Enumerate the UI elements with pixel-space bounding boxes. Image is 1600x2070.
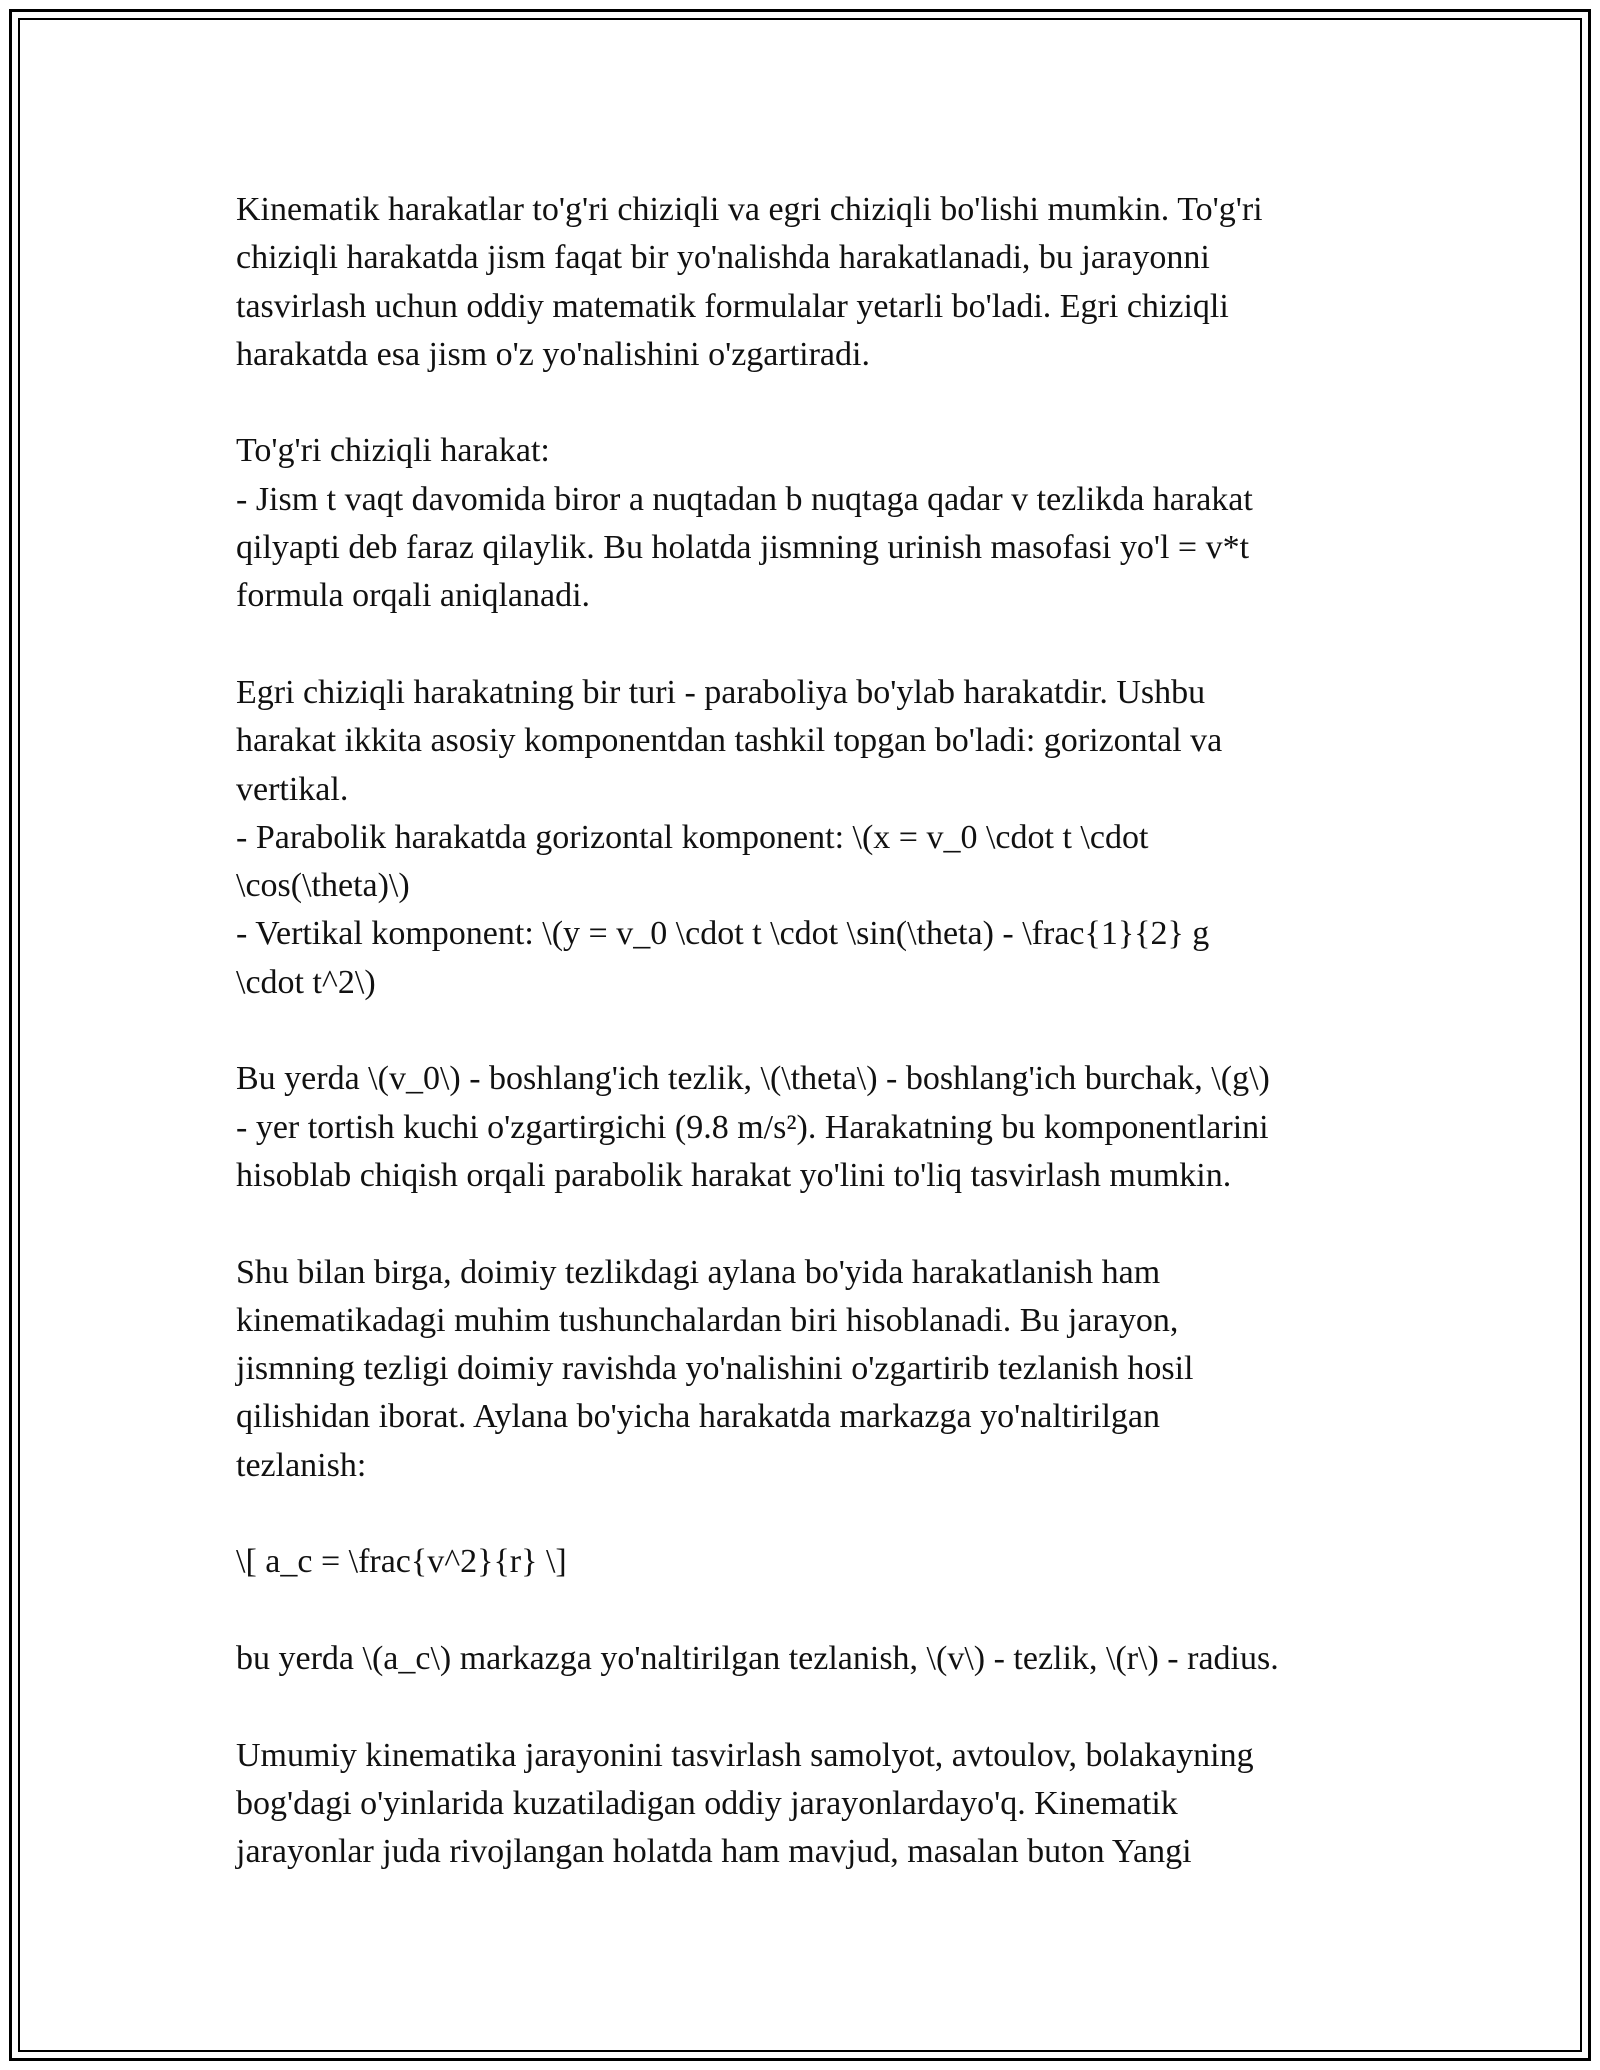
- paragraph: [236, 1055, 1376, 1200]
- paragraph: [236, 669, 1376, 1007]
- text-line: jarayonlar juda rivojlangan holatda ham mavjud, masalan buton Yangi: [236, 1833, 1192, 1871]
- text-line: Egri chiziqli harakatning bir turi - paraboliya bo'ylab harakatdir. Ushbu: [236, 673, 1206, 711]
- text-line: tasvirlash uchun oddiy matematik formulalar yetarli bo'ladi. Egri chiziqli: [236, 287, 1229, 325]
- text-line: - yer tortish kuchi o'zgartirgichi (9.8 m/s²). Harakatning bu komponentlarini: [236, 1108, 1269, 1146]
- paragraph-spacer: [236, 1490, 1376, 1538]
- paragraph-spacer: [236, 1007, 1376, 1055]
- text-line: tezlanish:: [236, 1446, 367, 1484]
- paragraph: [236, 427, 1376, 620]
- text-line: harakat ikkita asosiy komponentdan tashkil topgan bo'ladi: gorizontal va: [236, 722, 1223, 760]
- text-line: harakatda esa jism o'z yo'nalishini o'zgartiradi.: [236, 335, 870, 373]
- text-line: qilishidan iborat. Aylana bo'yicha harakatda markazga yo'naltirilgan: [236, 1398, 1160, 1436]
- paragraph-spacer: [236, 1683, 1376, 1731]
- paragraph-spacer: [236, 379, 1376, 427]
- text-line: formula orqali aniqlanadi.: [236, 577, 591, 615]
- text-line: vertikal.: [236, 770, 349, 808]
- paragraph: [236, 1635, 1376, 1683]
- paragraph: [236, 186, 1376, 379]
- text-line: kinematikadagi muhim tushunchalardan biri hisoblanadi. Bu jarayon,: [236, 1301, 1179, 1339]
- text-line: - Jism t vaqt davomida biror a nuqtadan b nuqtaga qadar v tezlikda harakat: [236, 480, 1253, 518]
- text-line: \[ a_c = \frac{v^2}{r} \]: [236, 1543, 567, 1581]
- text-line: Shu bilan birga, doimiy tezlikdagi aylana bo'yida harakatlanish ham: [236, 1253, 1161, 1291]
- text-line: \cdot t^2\): [236, 963, 376, 1001]
- paragraph-spacer: [236, 1587, 1376, 1635]
- text-line: - Vertikal komponent: \(y = v_0 \cdot t \cdot \sin(\theta) - \frac{1}{2} g: [236, 915, 1210, 953]
- document-body: [236, 186, 1376, 1876]
- paragraph: [236, 1538, 1376, 1586]
- paragraph-spacer: [236, 621, 1376, 669]
- text-line: hisoblab chiqish orqali parabolik harakat yo'lini to'liq tasvirlash mumkin.: [236, 1156, 1232, 1194]
- text-line: - Parabolik harakatda gorizontal komponent: \(x = v_0 \cdot t \cdot: [236, 818, 1149, 856]
- text-line: bu yerda \(a_c\) markazga yo'naltirilgan tezlanish, \(v\) - tezlik, \(r\) - radius.: [236, 1639, 1279, 1677]
- text-line: jismning tezligi doimiy ravishda yo'nalishini o'zgartirib tezlanish hosil: [236, 1350, 1194, 1388]
- text-line: qilyapti deb faraz qilaylik. Bu holatda jismning urinish masofasi yo'l = v*t: [236, 529, 1250, 567]
- text-line: Kinematik harakatlar to'g'ri chiziqli va egri chiziqli bo'lishi mumkin. To'g'ri: [236, 191, 1263, 228]
- paragraph-spacer: [236, 1200, 1376, 1248]
- text-line: chiziqli harakatda jism faqat bir yo'nalishda harakatlanadi, bu jarayonni: [236, 239, 1210, 277]
- paragraph: [236, 1732, 1376, 1877]
- text-line: Bu yerda \(v_0\) - boshlang'ich tezlik, \(\theta\) - boshlang'ich burchak, \(g\): [236, 1060, 1270, 1098]
- text-line: \cos(\theta)\): [236, 867, 410, 905]
- text-line: To'g'ri chiziqli harakat:: [236, 432, 550, 470]
- paragraph: [236, 1249, 1376, 1490]
- text-line: bog'dagi o'yinlarida kuzatiladigan oddiy jarayonlardayo'q. Kinematik: [236, 1784, 1178, 1822]
- text-line: Umumiy kinematika jarayonini tasvirlash samolyot, avtoulov, bolakayning: [236, 1736, 1254, 1774]
